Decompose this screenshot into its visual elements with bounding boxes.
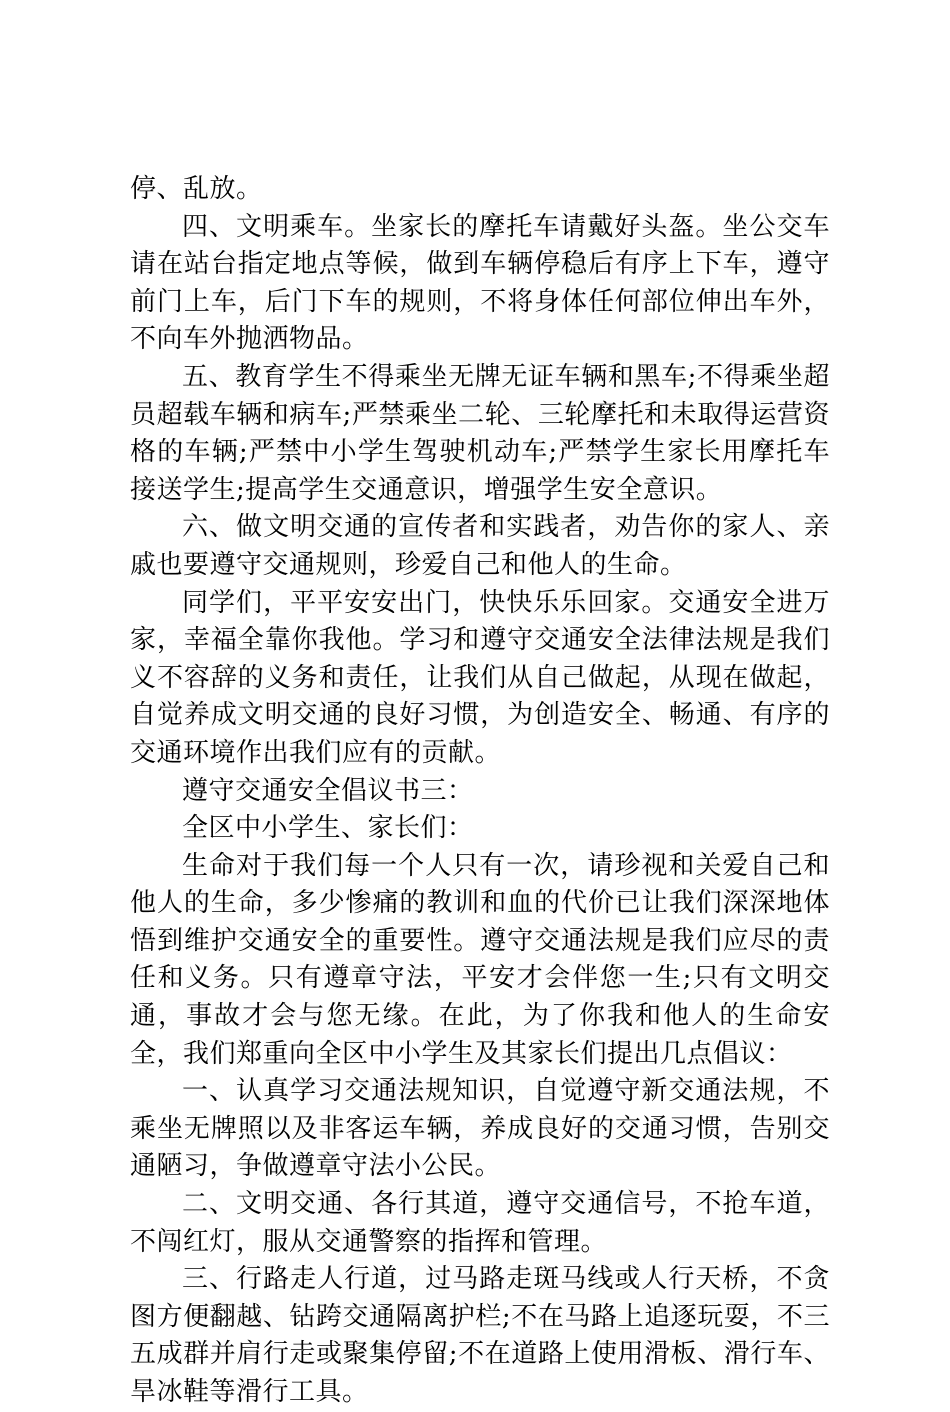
paragraph-item-one: 一、认真学习交通法规知识，自觉遵守新交通法规，不乘坐无牌照以及非客运车辆，养成良好的交通习惯，告别交通陋习，争做遵章守法小公民。 xyxy=(130,1076,830,1182)
paragraph-civil-riding: 四、文明乘车。坐家长的摩托车请戴好头盔。坐公交车请在站台指定地点等候，做到车辆停稳后有序上下车，遵守前门上车，后门下车的规则，不将身体任何部位伸出车外，不向车外抛洒物品。 xyxy=(130,211,830,355)
paragraph-item-two: 二、文明交通、各行其道，遵守交通信号，不抢车道，不闯红灯，服从交通警察的指挥和管理。 xyxy=(130,1189,830,1257)
paragraph-no-unlicensed-vehicles: 五、教育学生不得乘坐无牌无证车辆和黑车;不得乘坐超员超载车辆和病车;严禁乘坐二轮、三轮摩托和未取得运营资格的车辆;严禁中小学生驾驶机动车;严禁学生家长用摩托车接送学生;提高学生交通意识，增强学生安全意识。 xyxy=(130,361,830,505)
paragraph-closing: 同学们，平平安安出门，快快乐乐回家。交通安全进万家，幸福全靠你我他。学习和遵守交通安全法律法规是我们义不容辞的义务和责任，让我们从自己做起，从现在做起，自觉养成文明交通的良好习惯，为创造安全、畅通、有序的交通环境作出我们应有的贡献。 xyxy=(130,587,830,768)
paragraph-continuation: 停、乱放。 xyxy=(130,174,263,204)
paragraph-item-three: 三、行路走人行道，过马路走斑马线或人行天桥，不贪图方便翻越、钻跨交通隔离护栏;不在马路上追逐玩耍，不三五成群并肩行走或聚集停留;不在道路上使用滑板、滑行车、旱冰鞋等滑行工具。 xyxy=(130,1264,830,1407)
paragraph-introduction: 生命对于我们每一个人只有一次，请珍视和关爱自己和他人的生命，多少惨痛的教训和血的代价已让我们深深地体悟到维护交通安全的重要性。遵守交通法规是我们应尽的责任和义务。只有遵章守法，平安才会伴您一生;只有文明交通，事故才会与您无缘。在此，为了你我和他人的生命安全，我们郑重向全区中小学生及其家长们提出几点倡议： xyxy=(130,850,830,1069)
section-heading: 遵守交通安全倡议书三： xyxy=(182,775,474,806)
salutation: 全区中小学生、家长们： xyxy=(182,813,474,844)
paragraph-promoter: 六、做文明交通的宣传者和实践者，劝告你的家人、亲戚也要遵守交通规则，珍爱自己和他人的生命。 xyxy=(130,512,830,580)
document-body xyxy=(130,171,830,1412)
